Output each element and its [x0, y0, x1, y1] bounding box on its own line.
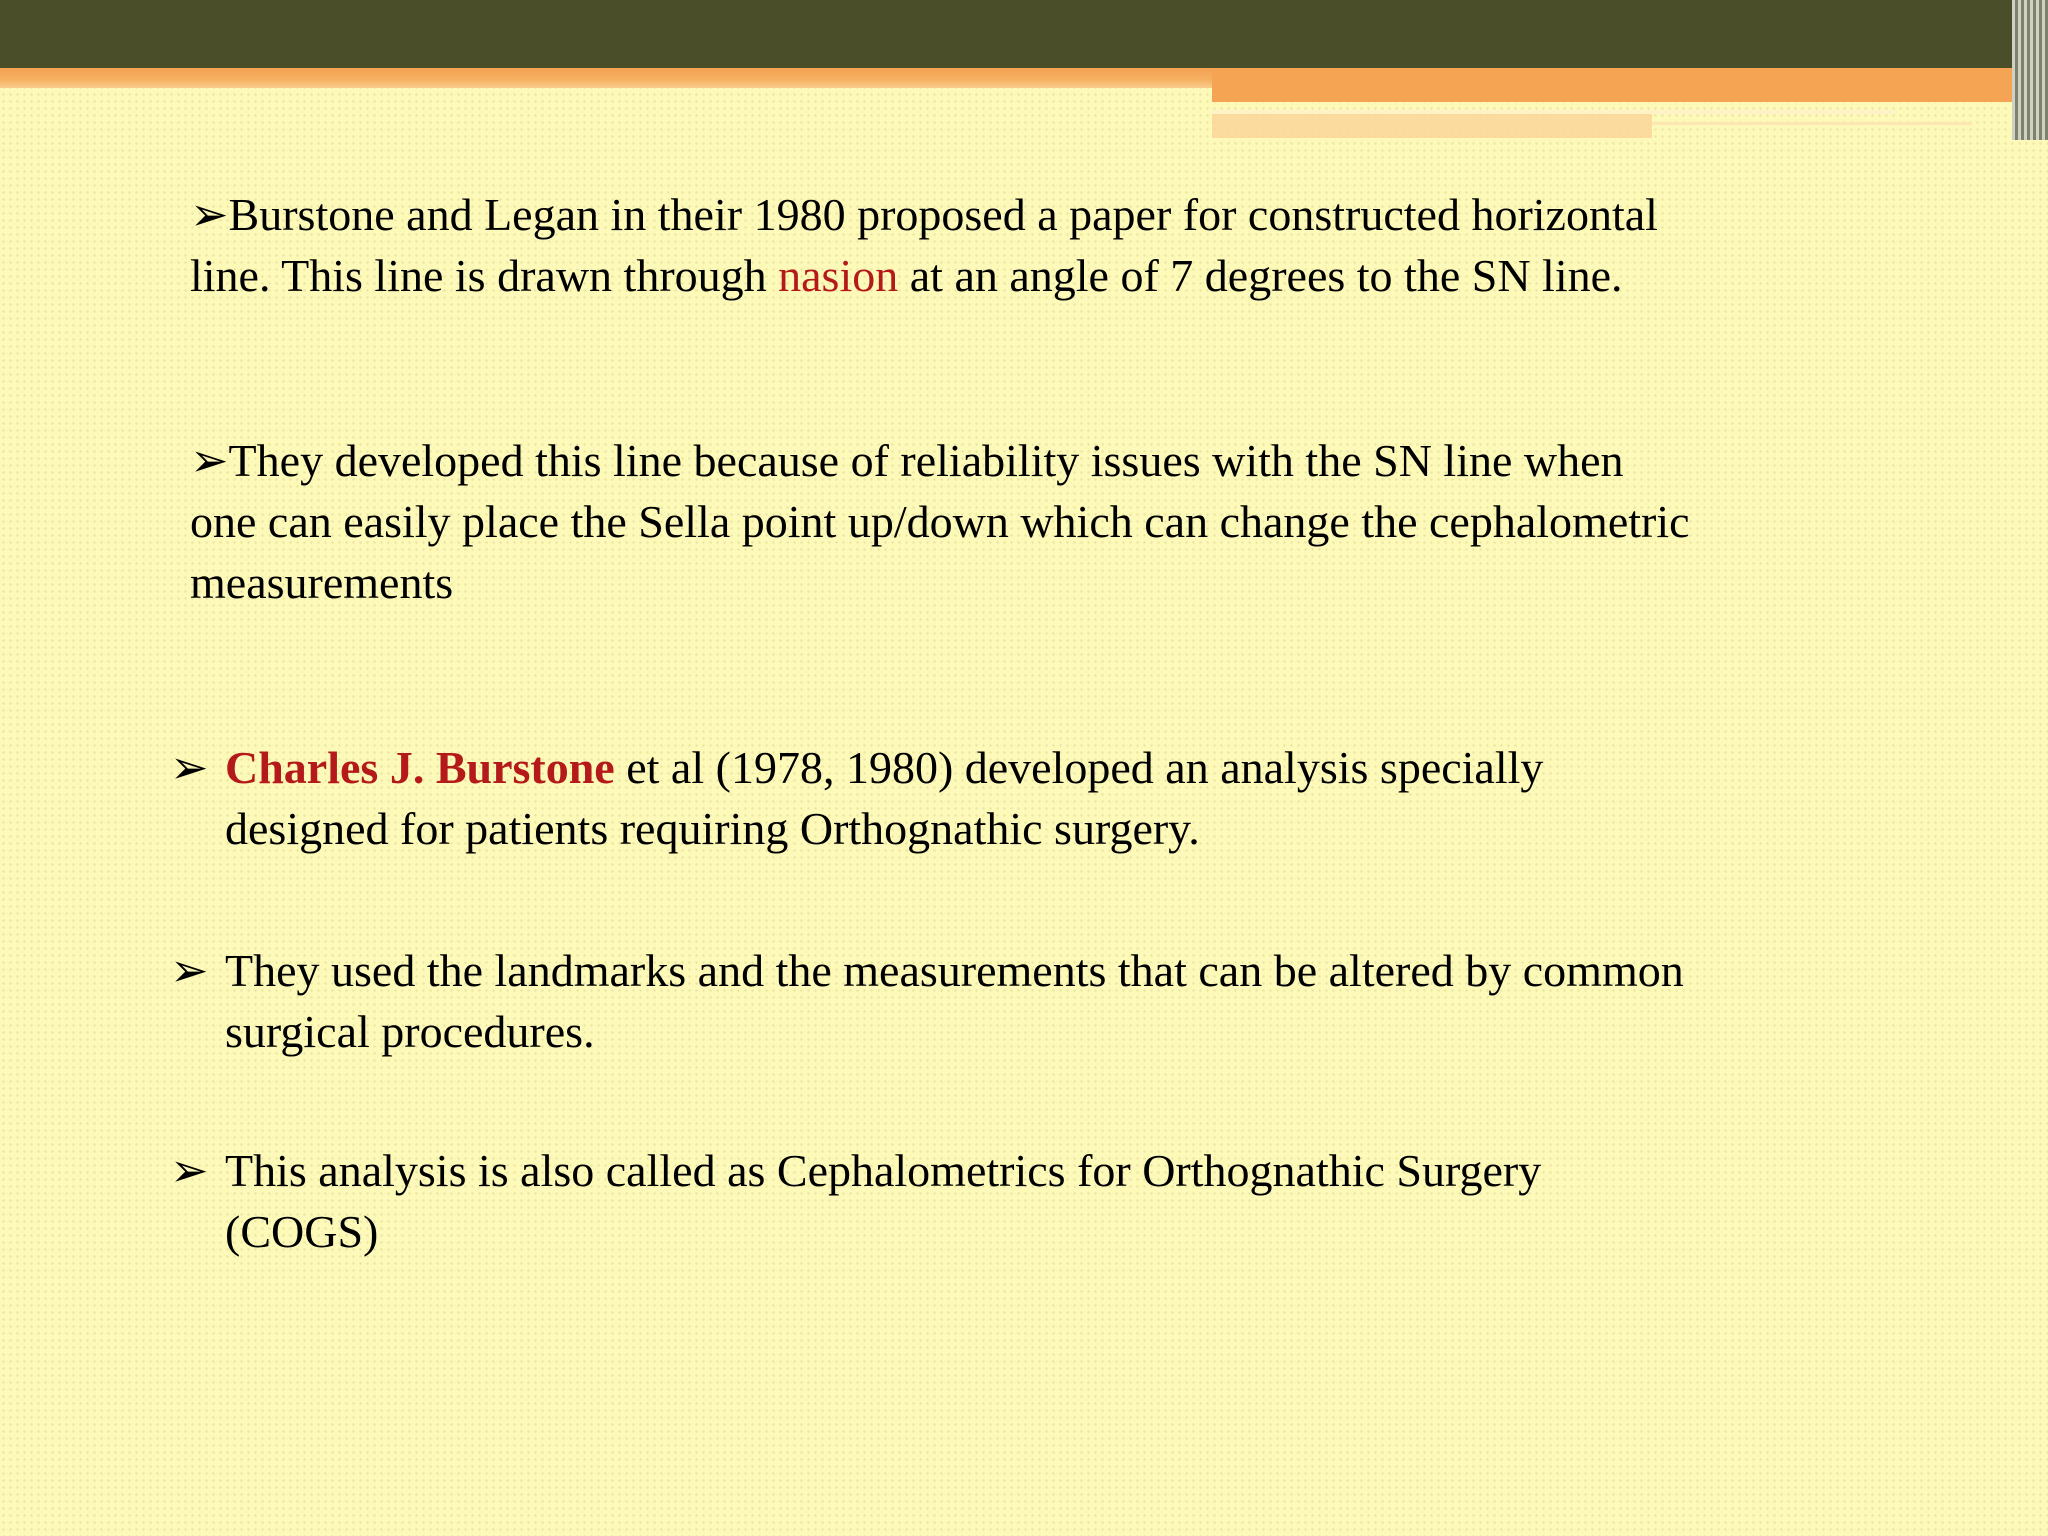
bullet-item-burstone-analysis — [170, 737, 1690, 859]
nasion-highlight: nasion — [778, 250, 899, 301]
paragraph-reliability — [190, 430, 1690, 613]
header-dark-bar — [0, 0, 2048, 68]
paragraph-burstone-legan — [190, 184, 1690, 306]
bullet-item-cogs — [170, 1140, 1690, 1262]
bullet-text — [225, 737, 1690, 859]
arrow-bullet-icon: ➢ — [170, 1145, 209, 1196]
paragraph-text-end: at an angle of 7 degrees to the SN line. — [898, 250, 1623, 301]
charles-burstone-highlight: Charles J. Burstone — [225, 742, 615, 793]
arrow-bullet-icon: ➢ — [170, 742, 209, 793]
header-light-band — [1212, 114, 1652, 138]
header-orange-bar — [0, 68, 1212, 88]
header-orange-bar-right — [1212, 68, 2012, 102]
arrow-bullet-icon: ➢ — [190, 189, 229, 240]
bullet-text: They used the landmarks and the measurements that can be altered by common surgical procedures. — [225, 945, 1684, 1057]
paragraph-text: Burstone and Legan in their 1980 proposed a paper for constructed horizontal line. This line is drawn through — [190, 189, 1658, 301]
bullet-item-landmarks — [170, 940, 1690, 1062]
bullet-text: This analysis is also called as Cephalometrics for Orthognathic Surgery (COGS) — [225, 1145, 1542, 1257]
arrow-bullet-icon: ➢ — [190, 435, 229, 486]
header-edge-stripes — [2012, 0, 2048, 140]
paragraph-text: They developed this line because of reliability issues with the SN line when one can easily place the Sella point up/down which can change the cephalometric measurements — [190, 435, 1690, 608]
arrow-bullet-icon: ➢ — [170, 945, 209, 996]
bullet-text-rest: et al (1978, 1980) developed an analysis specially designed for patients requiring Orthognathic surgery. — [225, 742, 1544, 854]
